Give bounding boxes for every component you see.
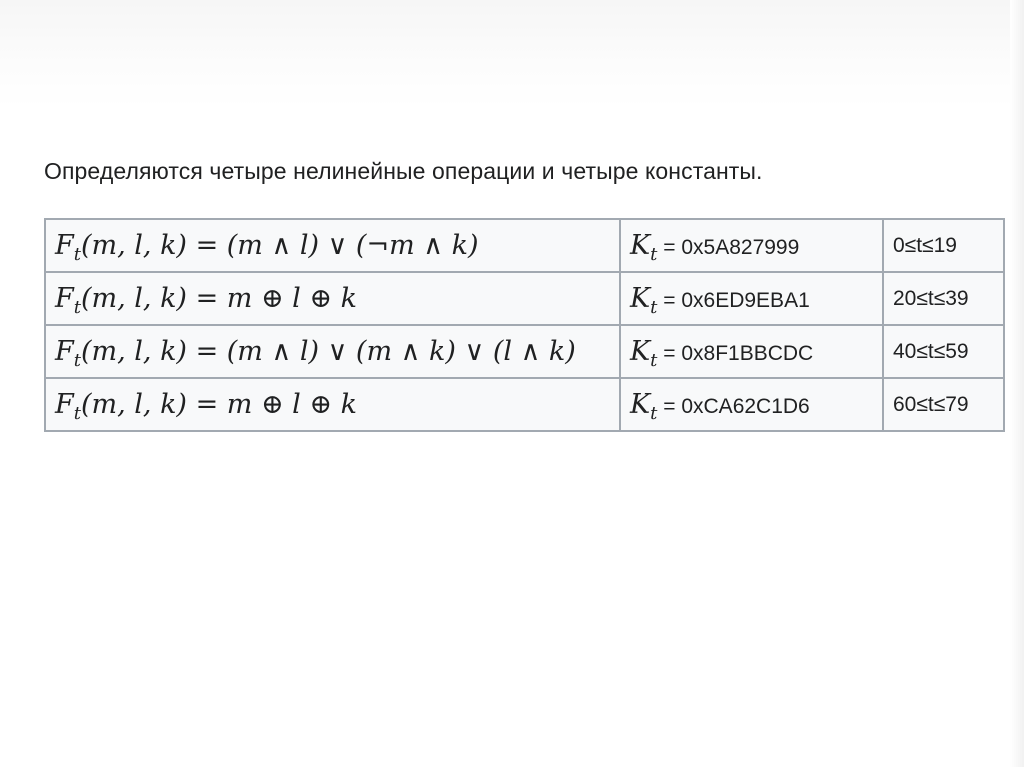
formula-subscript: t — [73, 403, 81, 424]
formula — [55, 336, 576, 371]
formula-subscript: t — [73, 297, 81, 318]
table-row — [45, 219, 1004, 272]
constant-symbol — [630, 283, 658, 318]
range-cell — [883, 272, 1004, 325]
table-row — [45, 378, 1004, 431]
formula-expression: = m ⊕ l ⊕ k — [195, 283, 357, 314]
constant-value: = 0x5A827999 — [657, 236, 800, 259]
formula-arguments: (m, l, k) — [80, 230, 187, 261]
formula-function-symbol: F — [55, 283, 74, 314]
formula-subscript: t — [73, 350, 81, 371]
operations-table — [44, 218, 1005, 432]
constant-value: = 0x6ED9EBA1 — [657, 289, 810, 312]
constant-symbol — [630, 336, 658, 371]
formula-function-symbol: F — [55, 230, 74, 261]
formula-cell — [45, 272, 620, 325]
constant-subscript: t — [650, 403, 658, 424]
formula-arguments: (m, l, k) — [80, 389, 187, 420]
constant-value: = 0x8F1BBCDC — [657, 342, 814, 365]
formula-arguments: (m, l, k) — [80, 283, 187, 314]
constant-letter: K — [630, 230, 651, 261]
constant-symbol — [630, 230, 658, 265]
range-cell — [883, 325, 1004, 378]
constant-cell — [620, 219, 883, 272]
intro-paragraph: Определяются четыре нелинейные операции и четыре константы. — [44, 158, 763, 184]
formula-arguments: (m, l, k) — [80, 336, 187, 367]
formula-expression: = m ⊕ l ⊕ k — [195, 389, 357, 420]
formula-cell — [45, 219, 620, 272]
slide-right-shade — [1010, 0, 1024, 767]
constant-cell — [620, 378, 883, 431]
slide-top-shade — [0, 0, 1024, 108]
constant-value: = 0xCA62C1D6 — [657, 395, 810, 418]
range-cell — [883, 219, 1004, 272]
formula-function-symbol: F — [55, 389, 74, 420]
formula-cell — [45, 378, 620, 431]
formula-function-symbol: F — [55, 336, 74, 367]
range-text: 0≤t≤19 — [893, 233, 957, 257]
constant-cell — [620, 325, 883, 378]
constant-subscript: t — [650, 297, 658, 318]
formula-subscript: t — [73, 244, 81, 265]
range-text: 40≤t≤59 — [893, 339, 969, 363]
range-text: 60≤t≤79 — [893, 392, 969, 416]
constant-letter: K — [630, 389, 651, 420]
constant-subscript: t — [650, 350, 658, 371]
formula-expression: = (m ∧ l) ∨ (m ∧ k) ∨ (l ∧ k) — [195, 336, 576, 367]
formula-cell — [45, 325, 620, 378]
formula — [55, 283, 357, 318]
table-row — [45, 272, 1004, 325]
table-row — [45, 325, 1004, 378]
constant-subscript: t — [650, 244, 658, 265]
range-text: 20≤t≤39 — [893, 286, 969, 310]
constant-cell — [620, 272, 883, 325]
constant-letter: K — [630, 336, 651, 367]
range-cell — [883, 378, 1004, 431]
formula-expression: = (m ∧ l) ∨ (¬m ∧ k) — [195, 230, 479, 261]
formula — [55, 230, 479, 265]
constant-symbol — [630, 389, 658, 424]
constant-letter: K — [630, 283, 651, 314]
formula — [55, 389, 357, 424]
